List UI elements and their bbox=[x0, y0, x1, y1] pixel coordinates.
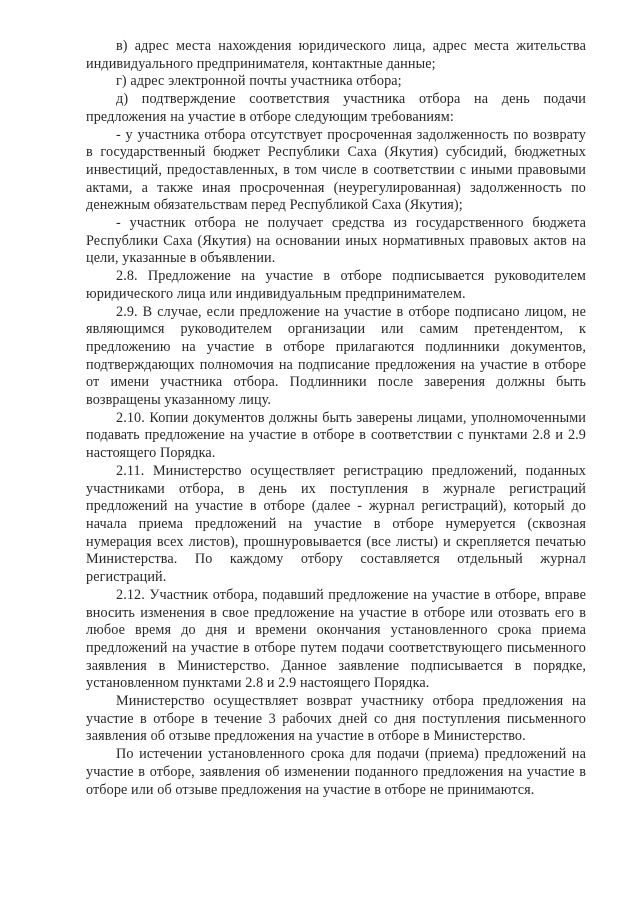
paragraph-2-8: 2.8. Предложение на участие в отборе подписывается руководителем юридического лица или индивидуальным предпринимателем. bbox=[86, 268, 586, 302]
paragraph-2-9: 2.9. В случае, если предложение на участие в отборе подписано лицом, не являющимся руководителем организации или самим претендентом, к предложению на участие в отборе прилагаются подлинники документов, подтверждающих полномочия на подписание предложения на участие в отборе от имени участника отбора. Подлинники после заверения должны быть возвращены указанному лицу. bbox=[86, 303, 586, 409]
paragraph-no-other-funds: - участник отбора не получает средства из государственного бюджета Республики Саха (Якутия) на основании иных нормативных правовых актов на цели, указанные в объявлении. bbox=[86, 215, 586, 267]
paragraph-2-10: 2.10. Копии документов должны быть заверены лицами, уполномоченными подавать предложение на участие в отборе в соответствии с пунктами 2.8 и 2.9 настоящего Порядка. bbox=[86, 409, 586, 462]
paragraph-v-legal-address: в) адрес места нахождения юридического лица, адрес места жительства индивидуального предпринимателя, контактные данные; bbox=[86, 38, 586, 72]
paragraph-return-proposal: Министерство осуществляет возврат участнику отбора предложения на участие в отборе в течение 3 рабочих дней со дня поступления письменного заявления об отзыве предложения на участие в отборе в Министерство. bbox=[86, 693, 586, 745]
paragraph-no-overdue-debt: - у участника отбора отсутствует просроченная задолженность по возврату в государственный бюджет Республики Саха (Якутия) субсидий, бюджетных инвестиций, предоставленных, в том числе в соответствии с иными правовыми актами, а также иная просроченная (неурегулированная) задолженность по денежным обязательствам перед Республикой Саха (Якутия); bbox=[86, 126, 586, 214]
document-page bbox=[86, 38, 586, 799]
paragraph-2-11: 2.11. Министерство осуществляет регистрацию предложений, поданных участниками отбора, в день их поступления в журнале регистраций предложений на участие в отборе (далее - журнал регистраций), который до начала приема предложений на участие в отборе нумеруется (сквозная нумерация всех листов), прошнуровывается (все листы) и скрепляется печатью Министерства. По каждому отбору составляется отдельный журнал регистраций. bbox=[86, 462, 586, 586]
paragraph-2-12: 2.12. Участник отбора, подавший предложение на участие в отборе, вправе вносить изменения в свое предложение на участие в отборе или отозвать его в любое время до дня и времени окончания установленного срока приема предложений на участие в отборе путем подачи соответствующего письменного заявления в Министерство. Данное заявление подписывается в порядке, установленном пунктами 2.8 и 2.9 настоящего Порядка. bbox=[86, 586, 586, 692]
paragraph-d-requirements: д) подтверждение соответствия участника отбора на день подачи предложения на участие в отборе следующим требованиям: bbox=[86, 91, 586, 125]
paragraph-g-email: г) адрес электронной почты участника отбора; bbox=[116, 73, 402, 90]
paragraph-after-deadline: По истечении установленного срока для подачи (приема) предложений на участие в отборе, заявления об изменении поданного предложения на участие в отборе или об отзыве предложения на участие в отборе не принимаются. bbox=[86, 746, 586, 798]
